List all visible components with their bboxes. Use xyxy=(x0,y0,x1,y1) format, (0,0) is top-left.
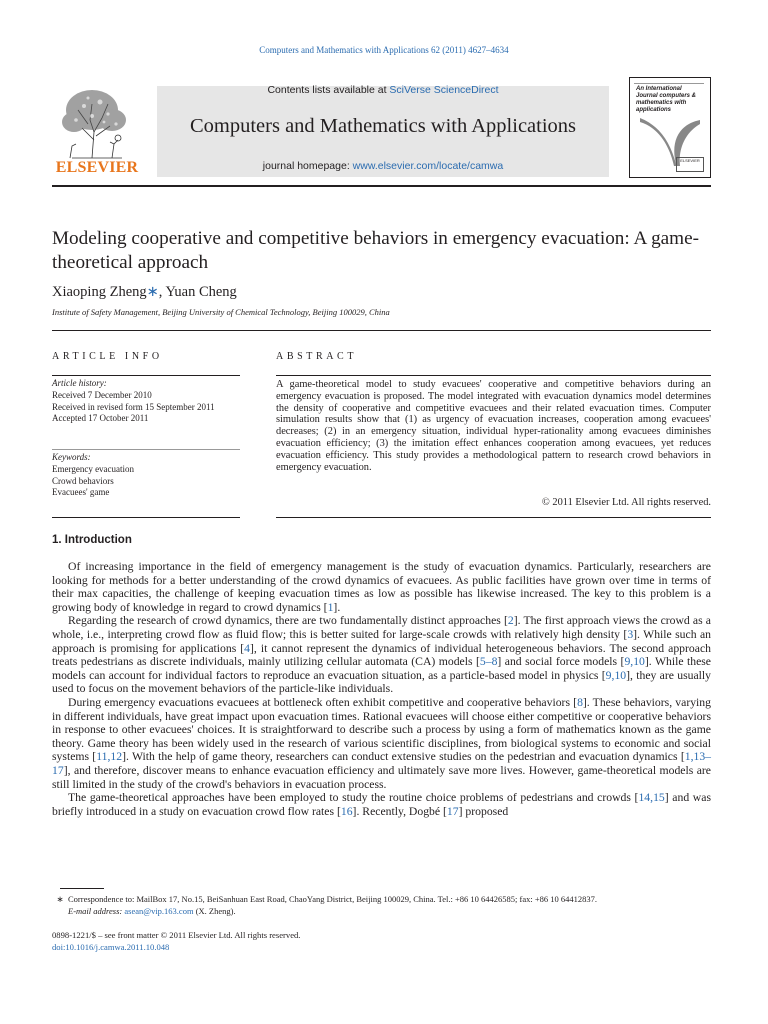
citation-link[interactable]: 1 xyxy=(327,600,334,614)
text-run: Regarding the research of crowd dynamics, there are two fundamentally distinct approaches [ xyxy=(68,614,508,628)
keywords-label: Keywords: xyxy=(52,452,91,462)
text-run: ], it cannot represent the dynamics of individual heterogeneous behaviors. The second approach treats pedestrians as discrete individuals, mainly utilizing cellular automata (CA) models [ xyxy=(52,641,711,669)
abstract-text: A game-theoretical model to study evacuees' cooperative and competitive behaviors during an emergency evacuation is proposed. The model integrated with evacuation dynamics model determines the density of cooperative and competitive evacuees and their related evacuation times. Computer simulation results show that (1) as urgency of evacuation increases, cooperation among evacuees' decreases; (2) in an emergency situation, individual hyper-rationality among evacuees diminishes evacuation efficiency; (3) the imitation effect enhances cooperation among evacuees, yet reduces evacuation efficiency. This study provides a methodological pattern to research crowd behaviors in emergency evacuation. xyxy=(276,379,711,473)
text-run: The game-theoretical approaches have been employed to study the routine choice problems of pedestrians and crowds [ xyxy=(68,791,639,805)
keyword-item: Crowd behaviors xyxy=(52,475,114,486)
email-link[interactable]: asean@vip.163.com xyxy=(124,906,194,916)
title-rule xyxy=(52,330,711,331)
paragraph xyxy=(52,791,711,818)
email-suffix: (X. Zheng). xyxy=(193,906,236,916)
abstract-rule-top xyxy=(276,375,711,376)
author-separator: , xyxy=(158,284,166,300)
doi-link[interactable]: doi:10.1016/j.camwa.2011.10.048 xyxy=(52,942,170,952)
article-info-heading: ARTICLE INFO xyxy=(52,351,163,362)
page-bottom-info xyxy=(52,929,300,953)
citation-link[interactable]: 11,12 xyxy=(96,750,123,764)
journal-title: Computers and Mathematics with Applications xyxy=(189,115,577,137)
footnote-correspondence xyxy=(52,893,714,905)
cover-badge: ELSEVIER xyxy=(676,157,704,172)
author-1: Xiaoping Zheng xyxy=(52,284,147,300)
email-label: E-mail address: xyxy=(68,906,125,916)
revised-date: Received in revised form 15 September 2011 xyxy=(52,401,215,412)
authors-line xyxy=(52,284,237,301)
accepted-date: Accepted 17 October 2011 xyxy=(52,413,149,424)
keyword-item: Emergency evacuation xyxy=(52,463,135,474)
footnote-mark: ∗ xyxy=(56,894,64,904)
text-run: Of increasing importance in the field of emergency management is the study of evacuation dynamics. Particularly, researchers are looking for methods for a better understanding of the crowd dynamics of evacuees. As public facilities have grown over time in terms of their max capacities, the challenge of keeping evacuation times as low as possible has likewise increased. The key to this problem is a growing body of knowledge in regard to crowd dynamics [ xyxy=(52,560,711,614)
paragraph xyxy=(52,614,711,696)
text-run: ] proposed xyxy=(458,804,509,818)
article-info-divider xyxy=(52,449,240,450)
issn-line: 0898-1221/$ – see front matter © 2011 Elsevier Ltd. All rights reserved. xyxy=(52,930,301,940)
header-rule xyxy=(52,185,711,187)
abstract-heading: ABSTRACT xyxy=(276,351,358,362)
text-run: ]. While these models can account for individual factors to reproduce an evacuation situation, as a particle-based model in physics [ xyxy=(52,655,711,682)
sciencedirect-link[interactable]: SciVerse ScienceDirect xyxy=(389,84,499,96)
citation-link[interactable]: 2 xyxy=(507,614,514,628)
journal-cover-thumbnail xyxy=(629,77,711,178)
footnote-rule xyxy=(60,888,104,889)
citation-link[interactable]: 5–8 xyxy=(479,655,498,669)
affiliation: Institute of Safety Management, Beijing University of Chemical Technology, Beijing 100029, China xyxy=(52,307,390,317)
keyword-item: Evacuees' game xyxy=(52,487,110,498)
contents-line xyxy=(160,84,606,96)
text-run: During emergency evacuations evacuees at bottleneck often exhibit competitive and cooperative behaviors [ xyxy=(68,695,578,709)
footnote-email xyxy=(52,905,714,917)
homepage-line xyxy=(160,160,606,172)
corresponding-author-mark[interactable]: ∗ xyxy=(146,284,159,300)
citation-link[interactable]: 9,10 xyxy=(624,655,645,669)
text-run: ], and therefore, discover means to enhance evacuation efficiency and ultimately save more lives. However, game-theoretical models are still limited in the study of the crowd's behaviors in evacuation process. xyxy=(52,763,711,791)
text-run: ]. xyxy=(333,600,341,614)
citation-link[interactable]: 16 xyxy=(340,804,353,818)
history-label: Article history: xyxy=(52,378,107,388)
text-run: ]. With the help of game theory, researchers can conduct extensive studies on the pedestrian and evacuation dynamics [ xyxy=(122,750,685,764)
journal-citation-link[interactable]: Computers and Mathematics with Applications 62 (2011) 4627–4634 xyxy=(259,45,509,55)
cover-title: An International Journal computers & mathematics with applications xyxy=(636,86,697,113)
abstract-copyright: © 2011 Elsevier Ltd. All rights reserved. xyxy=(541,497,711,508)
text-run: ] and was briefly introduced in a study on evacuation crowd flow rates [ xyxy=(52,791,711,818)
text-run: ] and social force models [ xyxy=(497,655,625,669)
contents-prefix: Contents lists available at xyxy=(267,84,390,96)
abstract-rule-bottom xyxy=(276,517,711,518)
citation-link[interactable]: 14,15 xyxy=(638,791,665,805)
paragraph xyxy=(52,696,711,791)
paragraph xyxy=(52,560,711,614)
text-run: ]. Recently, Dogbé [ xyxy=(352,804,447,818)
text-run: ]. The first approach views the crowd as a whole, i.e., interpreting crowd flow as fluid flow; this is better suited for large-scale crowds with relatively high density [ xyxy=(52,614,711,641)
elsevier-wordmark: ELSEVIER xyxy=(55,159,139,176)
citation-link[interactable]: 8 xyxy=(577,695,583,709)
citation-link[interactable]: 3 xyxy=(627,627,634,641)
citation-link[interactable]: 17 xyxy=(446,804,459,818)
received-date: Received 7 December 2010 xyxy=(52,389,152,400)
article-history xyxy=(52,378,242,425)
footnote xyxy=(52,893,714,917)
text-run: ]. These behaviors, varying in different individuals, have great impact upon evacuation times. Rational evacuees will choose either competitive or cooperative behaviors in response to other evacuees' choices. It is straightforward to describe such a process by using a form of mathematics known as the game theory. Game theory has been widely used in the research of various scientific disciplines, from biological systems to economic and social systems [ xyxy=(52,695,711,764)
article-title: Modeling cooperative and competitive behaviors in emergency evacuation: A game-theoretical approach xyxy=(52,228,700,273)
author-2: Yuan Cheng xyxy=(165,284,237,300)
text-run: ]. While such an approach is promising for applications [ xyxy=(52,627,711,655)
homepage-link[interactable]: www.elsevier.com/locate/camwa xyxy=(352,160,504,172)
citation-link[interactable]: 1,13–17 xyxy=(52,750,712,777)
section-heading-introduction: 1. Introduction xyxy=(52,534,132,546)
footnote-text: Correspondence to: MailBox 17, No.15, BeiSanhuan East Road, ChaoYang District, Beijing 100029, China. Tel.: +86 10 64426585; fax: +86 10 64412837. xyxy=(68,894,598,904)
citation-link[interactable]: 4 xyxy=(244,641,251,655)
citation-link[interactable]: 9,10 xyxy=(605,668,627,682)
homepage-prefix: journal homepage: xyxy=(262,160,353,172)
article-info-rule-bottom xyxy=(52,517,240,518)
text-run: ], they are usually used to focus on the movement behaviors of the particle-like individuals. xyxy=(52,668,711,696)
article-info-rule-top xyxy=(52,375,240,376)
introduction-body xyxy=(52,560,711,818)
keywords-block xyxy=(52,452,242,499)
